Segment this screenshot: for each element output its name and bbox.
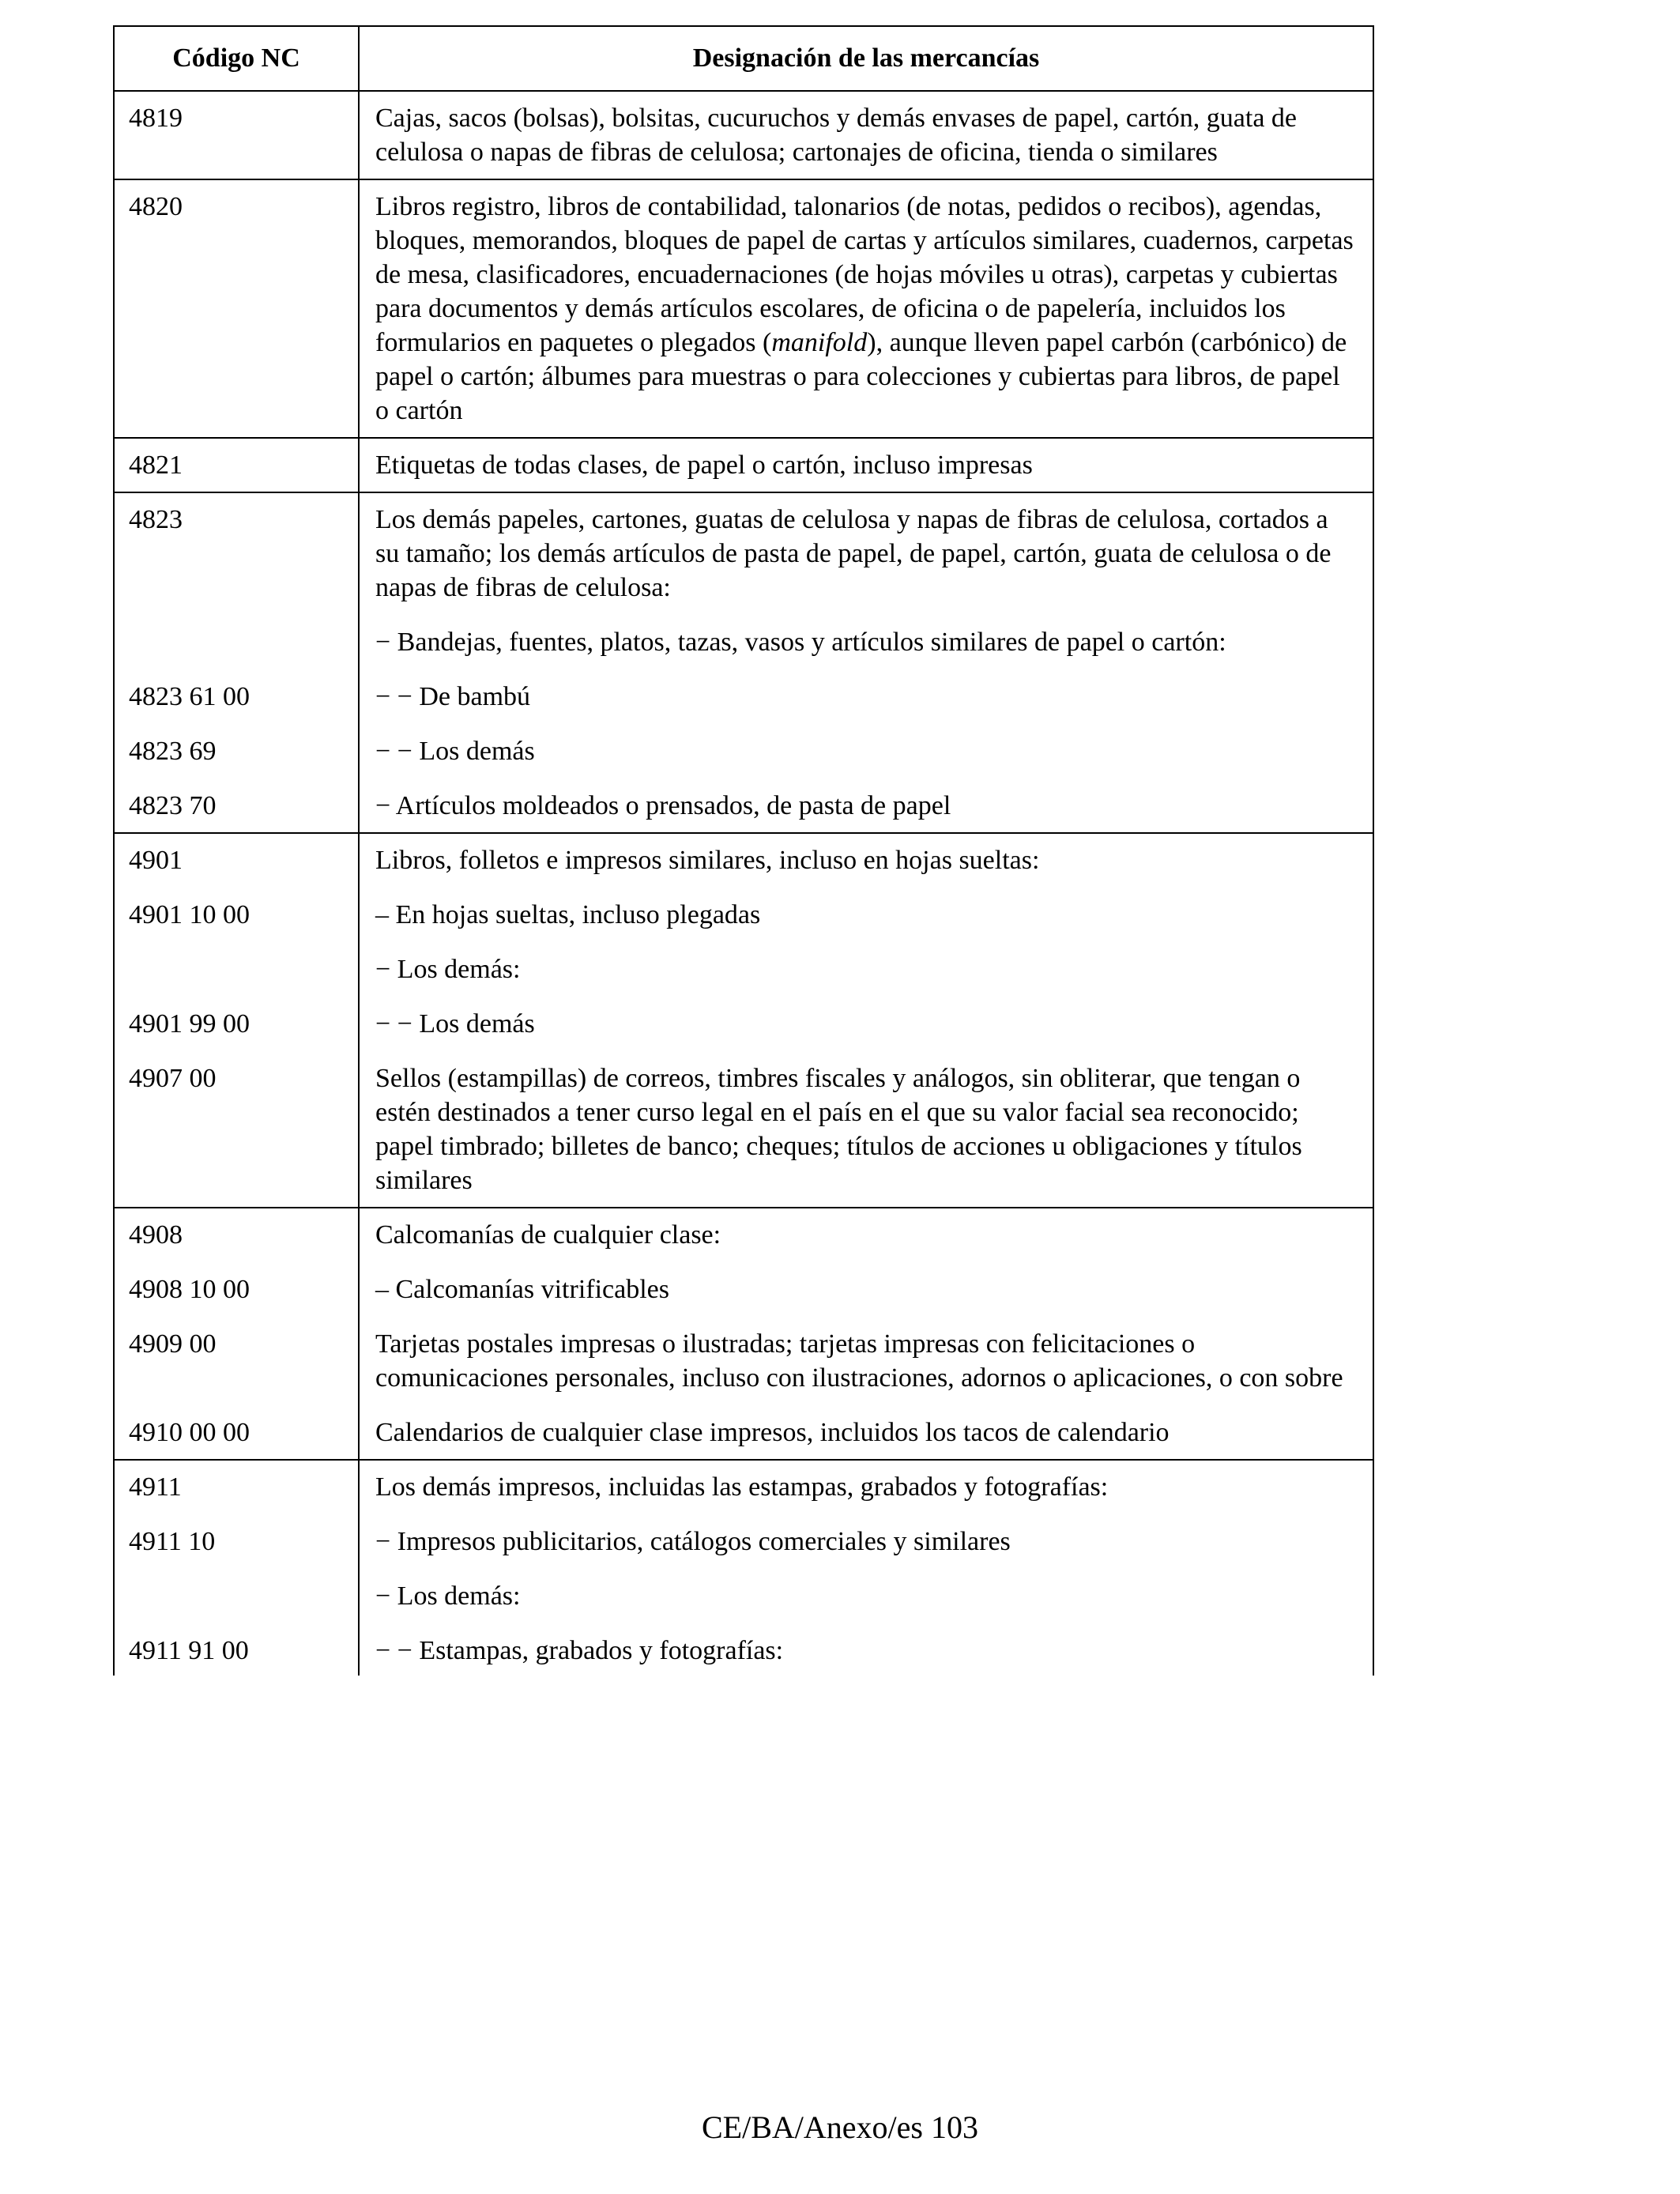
nc-code-cell	[115, 1559, 358, 1579]
nc-code-cell	[115, 932, 358, 952]
description-text-part: Libros registro, libros de contabilidad, talonarios (de notas, pedidos o recibos), agendas, bloques, memorandos, bloques de papel de cartas y artículos similares, cuadernos, carpetas de mesa, clasificadores, encuadernaciones (de hojas móviles u otras), carpetas y cubiertas para documentos y demás artículos escolares, de oficina o de papelería, incluidos los formularios en paquetes o plegados (	[375, 192, 1354, 357]
description-cell: – En hojas sueltas, incluso plegadas	[375, 900, 761, 929]
description-cell: – Calcomanías vitrificables	[375, 1275, 669, 1304]
description-cell: − Los demás:	[375, 955, 521, 984]
description-italic-term: manifold	[771, 328, 868, 357]
table-row	[114, 179, 1373, 438]
description-cell: Los demás impresos, incluidas las estampas, grabados y fotografías:	[375, 1472, 1109, 1502]
table-row	[114, 659, 1373, 714]
nc-goods-table	[113, 25, 1374, 1676]
nc-code-cell: 4819	[129, 104, 183, 133]
nc-code-cell: 4911	[129, 1472, 182, 1502]
description-cell: Tarjetas postales impresas o ilustradas; tarjetas impresas con felicitaciones o comunicaciones personales, incluso con ilustraciones, adornos o aplicaciones, o con sobre	[375, 1329, 1343, 1393]
description-cell: Calcomanías de cualquier clase:	[375, 1220, 721, 1250]
header-nc-code: Código NC	[114, 26, 359, 91]
table-row	[114, 1208, 1373, 1252]
table-row	[114, 714, 1373, 768]
description-cell: Calendarios de cualquier clase impresos, incluidos los tacos de calendario	[375, 1418, 1170, 1447]
description-cell: − − De bambú	[375, 682, 531, 711]
table-row	[114, 1041, 1373, 1208]
nc-code-cell: 4901 10 00	[129, 900, 250, 929]
table-row	[114, 986, 1373, 1041]
nc-code-cell: 4823	[129, 505, 183, 534]
nc-code-cell: 4901	[129, 846, 183, 875]
table-row	[114, 833, 1373, 877]
description-cell: − Los demás:	[375, 1581, 521, 1611]
nc-code-cell: 4911 91 00	[129, 1636, 249, 1665]
table-row	[114, 91, 1373, 179]
nc-code-cell: 4820	[129, 192, 183, 221]
description-cell	[360, 180, 1373, 437]
table-row	[114, 1559, 1373, 1613]
table-row	[114, 1306, 1373, 1395]
description-cell: − Artículos moldeados o prensados, de pasta de papel	[375, 791, 951, 820]
header-goods-description: Designación de las mercancías	[359, 26, 1373, 91]
table-row	[114, 932, 1373, 986]
nc-code-cell: 4908 10 00	[129, 1275, 250, 1304]
nc-code-cell: 4908	[129, 1220, 183, 1250]
page-footer-label: CE/BA/Anexo/es 103	[702, 2109, 978, 2145]
description-cell: − − Los demás	[375, 1009, 535, 1039]
nc-code-cell: 4911 10	[129, 1527, 216, 1556]
nc-code-cell: 4823 69	[129, 737, 217, 766]
nc-code-cell	[115, 605, 358, 625]
description-cell: − − Los demás	[375, 737, 535, 766]
nc-code-cell: 4823 61 00	[129, 682, 250, 711]
nc-code-cell: 4909 00	[129, 1329, 217, 1359]
nc-code-cell: 4901 99 00	[129, 1009, 250, 1039]
table-row	[114, 1460, 1373, 1504]
description-cell: − − Estampas, grabados y fotografías:	[375, 1636, 784, 1665]
table-row	[114, 438, 1373, 492]
table-row	[114, 1252, 1373, 1306]
description-cell: Etiquetas de todas clases, de papel o cartón, incluso impresas	[375, 450, 1033, 480]
table-row	[114, 1504, 1373, 1559]
table-row	[114, 1395, 1373, 1460]
description-cell: Sellos (estampillas) de correos, timbres fiscales y análogos, sin obliterar, que tengan o estén destinados a tener curso legal en el país en el que su valor facial sea reconocido; papel timbrado; billetes de banco; cheques; títulos de acciones u obligaciones y títulos similares	[375, 1064, 1302, 1195]
description-cell: − Impresos publicitarios, catálogos comerciales y similares	[375, 1527, 1011, 1556]
table-row	[114, 492, 1373, 605]
nc-code-cell: 4910 00 00	[129, 1418, 250, 1447]
description-cell: − Bandejas, fuentes, platos, tazas, vasos y artículos similares de papel o cartón:	[375, 628, 1226, 657]
table-row	[114, 605, 1373, 659]
table-row	[114, 877, 1373, 932]
nc-code-cell: 4821	[129, 450, 183, 480]
table-row	[114, 1613, 1373, 1676]
description-text-part: ), aunque lleven papel carbón (carbónico) de papel o cartón; álbumes para muestras o para colecciones y cubiertas para libros, de papel o cartón	[375, 328, 1347, 425]
description-cell: Libros, folletos e impresos similares, incluso en hojas sueltas:	[375, 846, 1040, 875]
nc-code-cell: 4823 70	[129, 791, 217, 820]
nc-code-cell: 4907 00	[129, 1064, 217, 1093]
table-header-row	[114, 26, 1373, 91]
description-cell: Cajas, sacos (bolsas), bolsitas, cucuruchos y demás envases de papel, cartón, guata de celulosa o napas de fibras de celulosa; cartonajes de oficina, tienda o similares	[375, 104, 1298, 167]
goods-table-container	[113, 25, 1373, 1676]
description-cell: Los demás papeles, cartones, guatas de celulosa y napas de fibras de celulosa, cortados a su tamaño; los demás artículos de pasta de papel, de papel, cartón, guata de celulosa o de napas de fibras de celulosa:	[375, 505, 1332, 602]
table-row	[114, 768, 1373, 833]
